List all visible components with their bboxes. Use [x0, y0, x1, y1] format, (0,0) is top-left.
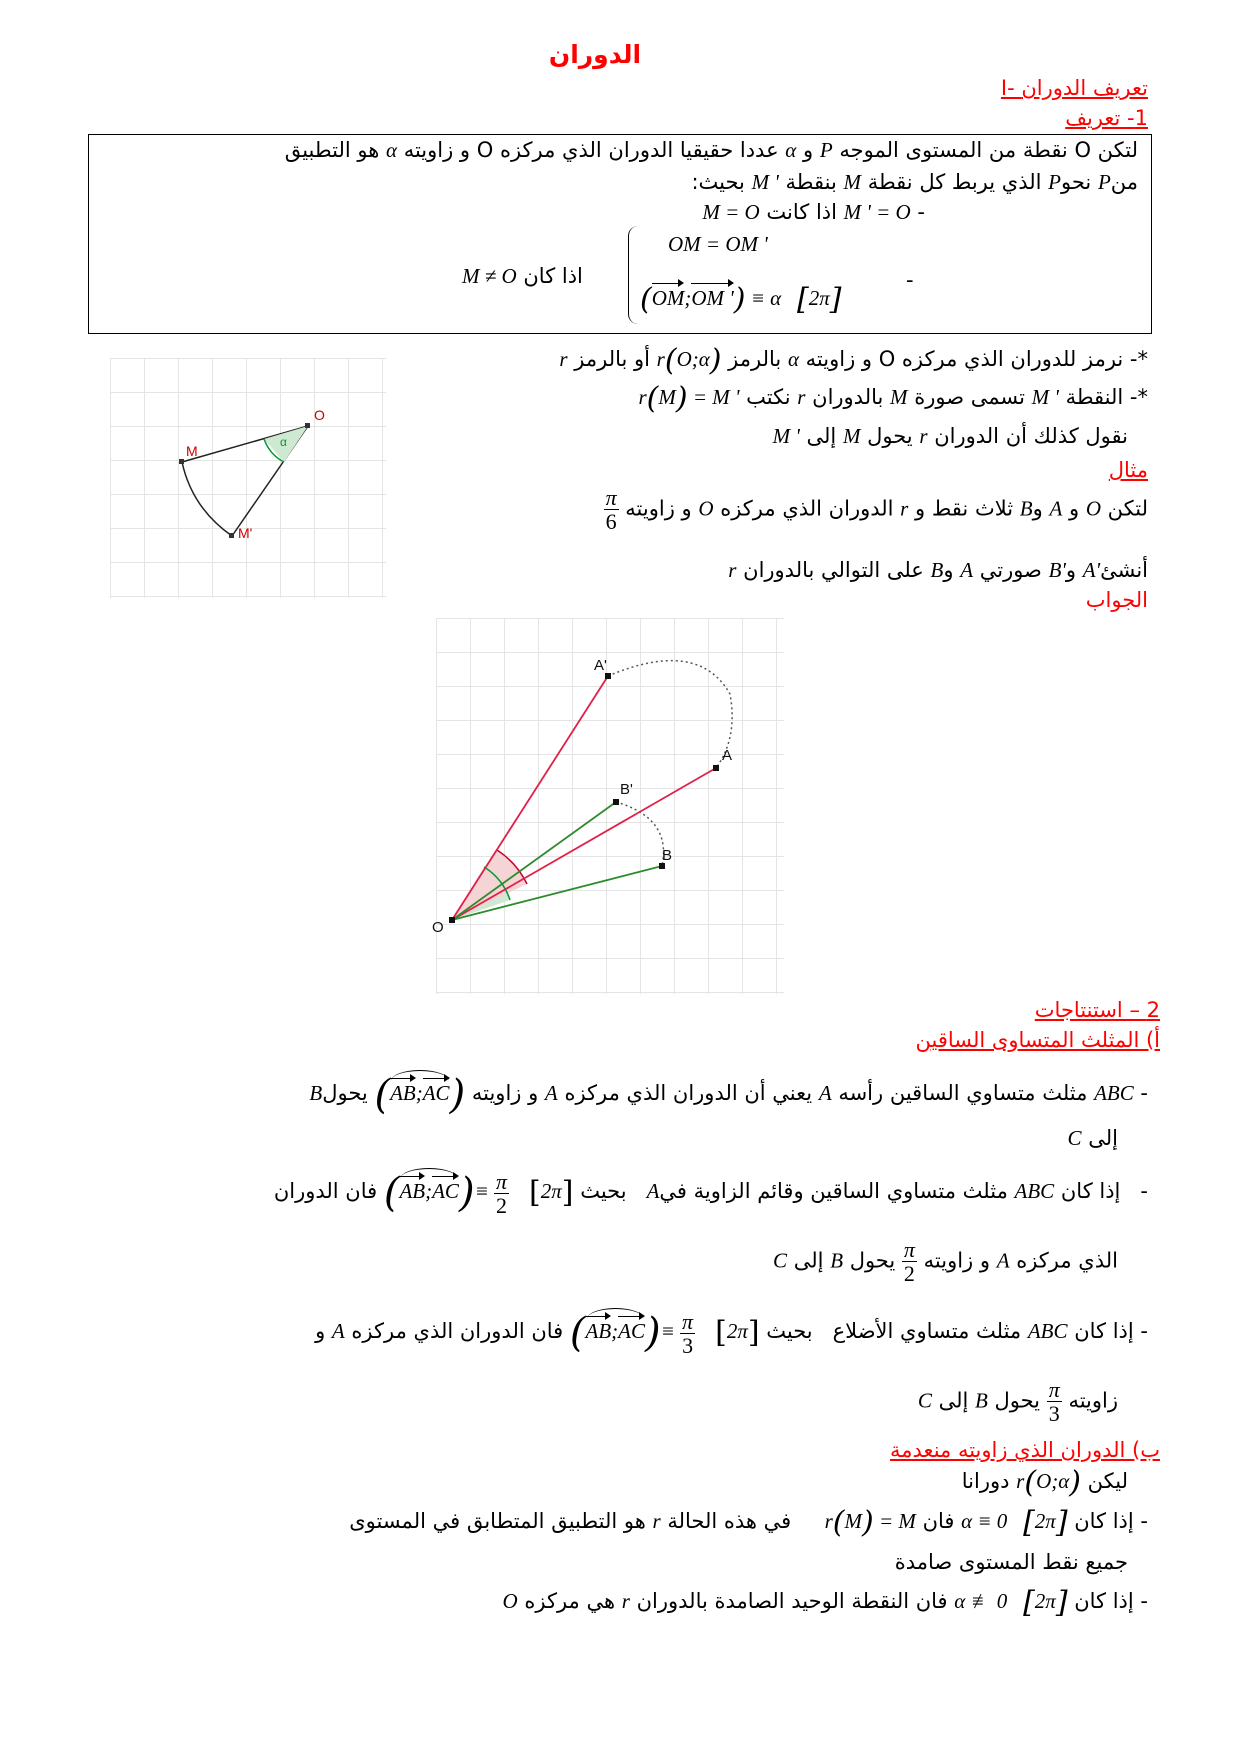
- notation-line-3: [773, 424, 1128, 449]
- definition-heading: 1- تعريف: [1065, 106, 1148, 130]
- def-text: -: [917, 200, 925, 224]
- figure-1-svg: [110, 358, 386, 598]
- math-r: r: [900, 496, 909, 521]
- math-C: C: [773, 1248, 788, 1273]
- segment-OA: [452, 768, 716, 920]
- section2-text: و: [315, 1319, 326, 1343]
- math-alpha: α: [785, 138, 797, 162]
- notation-text: بالدوران: [812, 384, 884, 409]
- math-B: B: [975, 1388, 988, 1413]
- definition-case-2-condition: [462, 264, 583, 289]
- math-angle-AB-AC: (AB;AC): [374, 1081, 465, 1105]
- section2-text: في هذه الحالة: [667, 1508, 792, 1533]
- math-C: C: [917, 1388, 932, 1413]
- math-r-O-alpha: r(O;α): [1016, 1465, 1081, 1500]
- definition-line-1: [285, 138, 1138, 163]
- math-A: A: [1049, 496, 1063, 521]
- subsection-a-heading: أ) المثلث المتساوى الساقين: [915, 1028, 1160, 1052]
- notation-text: نقول كذلك أن الدوران: [934, 424, 1128, 448]
- math-angle-eq-pi-over-3: (AB;AC)≡ $\frac{\pi}{3}$: [569, 1308, 694, 1358]
- math-r: r: [559, 346, 568, 371]
- section2-text: إلى: [938, 1388, 969, 1413]
- section2-text: فان النقطة الوحيد الصامدة بالدوران: [636, 1588, 948, 1613]
- math-alpha: α: [787, 346, 799, 371]
- isosceles-statement-2-cont: [773, 1238, 1118, 1285]
- math-Mprime: M ': [772, 424, 800, 448]
- math-ABC: ABC: [1027, 1319, 1068, 1343]
- math-A: A: [996, 1248, 1010, 1273]
- example-text: على التوالي بالدوران: [743, 558, 924, 582]
- definition-line-2: [691, 170, 1138, 195]
- section2-text: فان الدوران الذي مركزه: [351, 1319, 564, 1343]
- math-B: B: [830, 1248, 844, 1273]
- math-angle-eq-pi-over-2: (AB;AC)≡ $\frac{\pi}{2}$: [383, 1168, 508, 1218]
- math-ABC: ABC: [1014, 1179, 1055, 1203]
- section2-text: يحول: [994, 1388, 1041, 1413]
- label-B: B: [662, 847, 673, 864]
- def-text: هو التطبيق: [284, 138, 380, 162]
- isosceles-statement-1-cont: [1068, 1126, 1118, 1151]
- example-text: و: [1032, 496, 1043, 521]
- math-Mprime: M ': [1031, 384, 1059, 409]
- math-r: r: [797, 384, 806, 409]
- section2-text: إلى: [1088, 1126, 1118, 1150]
- example-heading: مثال: [1108, 458, 1148, 482]
- def-text: الذي يربط كل نقطة: [867, 170, 1042, 194]
- notation-text: إلى: [806, 424, 837, 448]
- math-P: P: [819, 138, 833, 162]
- math-r-O-alpha: r(O;α): [656, 343, 722, 378]
- math-M: M: [890, 384, 908, 409]
- definition-case-1: [702, 200, 925, 225]
- math-pi-over-6: $\frac{\pi}{6}$: [605, 485, 617, 535]
- segment-OBprime: [452, 802, 616, 920]
- notation-text: نكتب: [746, 384, 791, 409]
- math-M: M: [843, 170, 861, 194]
- label-Mprime: M': [238, 525, 253, 541]
- section2-text: -: [1140, 1179, 1148, 1203]
- label-Aprime: A': [594, 657, 607, 674]
- math-C: C: [1067, 1126, 1082, 1150]
- answer-heading: الجواب: [1085, 588, 1148, 612]
- section-2-heading: 2 – استنتاجات: [1034, 998, 1160, 1022]
- example-text: الدوران الذي مركزه: [720, 496, 894, 521]
- example-text: و: [1068, 496, 1080, 521]
- def-text: نحو: [1061, 170, 1092, 194]
- page-title: الدوران: [548, 40, 642, 69]
- math-alpha: α: [385, 138, 397, 162]
- math-A: A: [960, 558, 974, 582]
- def-text: عددا حقيقيا الدوران الذي مركزه O و زاويته: [403, 138, 779, 162]
- section2-text: هي مركزه: [524, 1588, 616, 1613]
- zero-angle-line-2: [349, 1505, 1148, 1540]
- notation-line-2: [638, 381, 1148, 416]
- example-text: أنشئ: [1100, 558, 1148, 582]
- math-2pi: [2π]: [715, 1315, 760, 1351]
- notation-text: *- النقطة: [1065, 384, 1148, 409]
- def-text: بحيث:: [691, 170, 745, 194]
- example-text: صورتي: [979, 558, 1042, 582]
- figure-2-svg: [432, 618, 784, 994]
- math-A: A: [331, 1319, 345, 1343]
- example-text: و: [1065, 558, 1077, 582]
- math-rM-eq-Mprime: r(M) = M ': [638, 381, 740, 416]
- def-text: -: [906, 268, 914, 292]
- section-1-heading: I- تعريف الدوران: [1000, 76, 1148, 100]
- example-text: و: [943, 558, 954, 582]
- example-text: لتكن: [1107, 496, 1148, 521]
- math-P: P: [1048, 170, 1061, 194]
- math-M: M: [842, 424, 861, 448]
- section2-text: -: [1140, 1081, 1148, 1105]
- math-2pi: [2π]: [529, 1175, 574, 1211]
- section2-text: مثلث متساوي الأضلاع: [832, 1319, 1022, 1343]
- notation-text: بالرمز: [728, 346, 782, 371]
- math-pi-over-2: $\frac{\pi}{2}$: [903, 1237, 915, 1287]
- isosceles-statement-1: [309, 1070, 1148, 1119]
- example-line-1: [604, 486, 1148, 533]
- math-M-eq-O: M = O: [702, 200, 760, 224]
- section2-text: فان: [922, 1508, 955, 1533]
- section2-text: يحول: [322, 1081, 368, 1105]
- section2-text: - إذا كان: [1074, 1319, 1148, 1343]
- section2-text: مثلث متساوي الساقين وقائم الزاوية في: [659, 1179, 1008, 1203]
- math-rM-eq-M: r(M) = M: [824, 1505, 916, 1540]
- label-M: M: [186, 443, 198, 459]
- definition-box: [88, 134, 1152, 334]
- segment-OAprime: [452, 676, 608, 920]
- math-B: B: [930, 558, 944, 582]
- section2-text: بحيث: [766, 1319, 813, 1343]
- math-O: O: [698, 496, 714, 521]
- figure-rotation-definition: [110, 358, 386, 598]
- math-P: P: [1097, 170, 1111, 194]
- point-A: [713, 765, 719, 771]
- section2-text: - إذا كان: [1074, 1588, 1148, 1613]
- math-A: A: [818, 1081, 832, 1105]
- notation-line-1: [559, 343, 1148, 378]
- zero-angle-line-1: [961, 1465, 1128, 1500]
- figure-example-construction: [432, 618, 784, 994]
- notation-text: يحول: [867, 424, 913, 448]
- label-alpha: α: [280, 435, 287, 449]
- section2-text: هو التطبيق المتطابق في المستوى: [349, 1508, 646, 1533]
- math-alpha-neq-0: α ≢ 0 [2π]: [954, 1585, 1068, 1620]
- section2-text: فان الدوران: [273, 1179, 378, 1203]
- math-A: A: [544, 1081, 558, 1105]
- math-r: r: [621, 1588, 630, 1613]
- math-B: B: [309, 1081, 323, 1105]
- math-r: r: [728, 558, 737, 582]
- section2-text: و زاويته: [923, 1248, 990, 1273]
- equilateral-statement: [315, 1308, 1148, 1357]
- nonzero-angle-line: [502, 1585, 1149, 1620]
- math-A: A: [646, 1179, 660, 1203]
- math-r: r: [652, 1508, 661, 1533]
- section2-text: يعني أن الدوران الذي مركزه: [564, 1081, 813, 1105]
- notation-text: تسمى صورة: [914, 384, 1025, 409]
- point-O: [449, 917, 455, 923]
- math-pi-over-3: $\frac{\pi}{3}$: [1048, 1377, 1060, 1427]
- section2-text: و زاويته: [471, 1081, 539, 1105]
- math-Aprime: A': [1082, 558, 1101, 582]
- equilateral-statement-cont: [918, 1378, 1118, 1425]
- point-O: [305, 423, 310, 428]
- subsection-b-heading: ب) الدوران الذي زاويته منعدمة: [890, 1438, 1160, 1462]
- point-M: [179, 459, 184, 464]
- section2-text: بحيث: [580, 1179, 627, 1203]
- label-Bprime: B': [620, 781, 633, 798]
- notation-text: *- نرمز للدوران الذي مركزه O و زاويته: [805, 346, 1148, 371]
- math-ABC: ABC: [1094, 1081, 1134, 1105]
- math-r: r: [919, 424, 928, 448]
- def-text: اذا كان: [523, 264, 583, 288]
- section2-text: ليكن: [1087, 1468, 1128, 1493]
- math-M-neq-O: M ≠ O: [462, 264, 517, 288]
- point-Bprime: [613, 799, 619, 805]
- math-Mprime-eq-O: M ' = O: [843, 200, 911, 224]
- math-B: B: [1019, 496, 1033, 521]
- section2-text: إلى: [793, 1248, 824, 1273]
- zero-angle-line-2-cont: جميع نقط المستوى صامدة: [894, 1550, 1128, 1574]
- math-angle-OM-OMprime: (OM;OM ') ≡ α [2π]: [640, 282, 842, 318]
- math-OM-eq-OMprime: OM = OM ': [668, 232, 768, 256]
- example-text: و زاويته: [625, 496, 692, 521]
- math-Mprime: M ': [751, 170, 779, 194]
- def-text: و: [803, 138, 814, 162]
- def-text: اذا كانت: [766, 200, 837, 224]
- section2-text: زاويته: [1068, 1388, 1118, 1413]
- def-text: بنقطة: [785, 170, 837, 194]
- def-text: من: [1110, 170, 1138, 194]
- isosceles-statement-2: [274, 1168, 1148, 1217]
- def-text: لتكن O نقطة من المستوى الموجه: [839, 138, 1138, 162]
- math-alpha-eq-0: α ≡ 0 [2π]: [961, 1505, 1068, 1540]
- math-O: O: [1085, 496, 1101, 521]
- section2-text: - إذا كان: [1074, 1508, 1148, 1533]
- arc-A-Aprime: [608, 661, 732, 768]
- point-Mprime: [229, 533, 234, 538]
- section2-text: دورانا: [961, 1468, 1010, 1493]
- arc-M-Mprime: [182, 462, 232, 536]
- math-O: O: [502, 1588, 518, 1613]
- section2-text: إذا كان: [1060, 1179, 1121, 1203]
- section2-text: يحول: [849, 1248, 896, 1273]
- label-A: A: [722, 747, 733, 764]
- example-line-2: [728, 558, 1148, 583]
- math-Bprime: B': [1048, 558, 1066, 582]
- notation-text: أو بالرمز: [574, 346, 650, 371]
- section2-text: الذي مركزه: [1016, 1248, 1118, 1273]
- label-O: O: [432, 919, 444, 936]
- section2-text: مثلث متساوي الساقين رأسه: [838, 1081, 1088, 1105]
- label-O: O: [314, 407, 325, 423]
- example-text: ثلاث نقط و: [915, 496, 1014, 521]
